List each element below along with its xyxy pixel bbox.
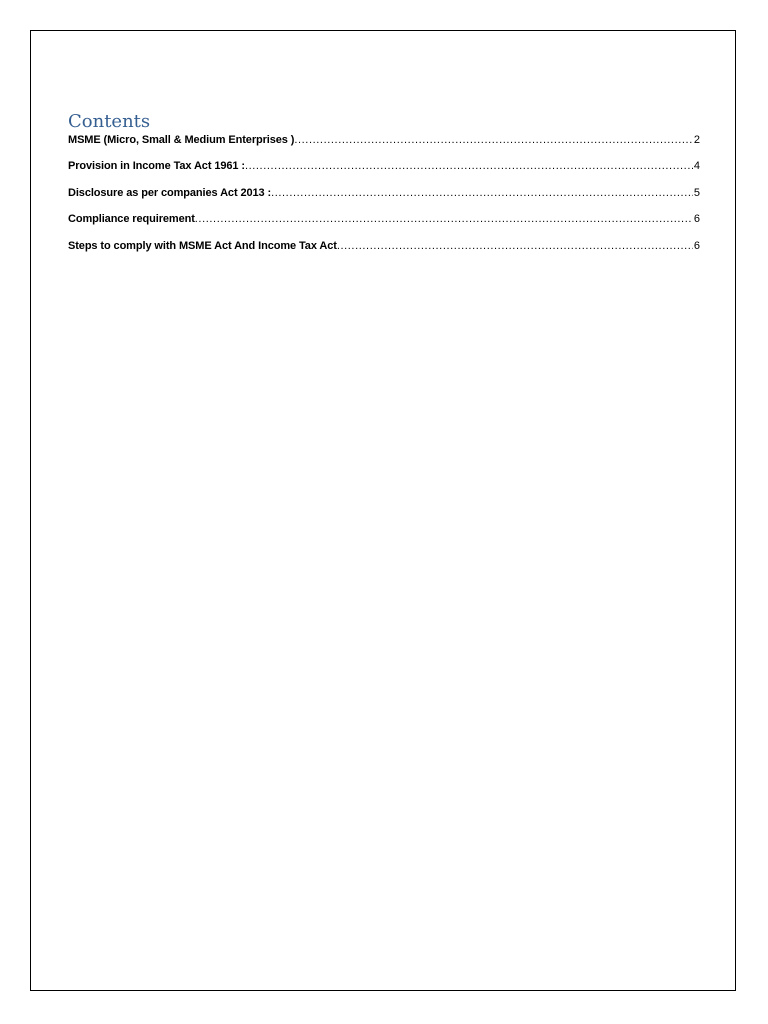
toc-entry-msme[interactable]: [68, 134, 700, 160]
toc-entry-title: Compliance requirement: [68, 213, 195, 225]
table-of-contents: [68, 111, 700, 266]
toc-entry-page: 4: [693, 160, 700, 172]
toc-dot-leader: [294, 134, 693, 146]
toc-dot-leader: [337, 240, 693, 252]
toc-entry-page: 5: [693, 186, 700, 199]
toc-entry-companies-act-disclosure[interactable]: [68, 187, 700, 214]
toc-dot-leader: [245, 160, 693, 172]
toc-entry-income-tax-provision[interactable]: [68, 160, 700, 187]
toc-entry-compliance-steps[interactable]: [68, 240, 700, 267]
document-page: [30, 30, 736, 991]
toc-entry-page: 2: [693, 134, 700, 146]
toc-dot-leader: [271, 187, 693, 199]
toc-entry-title: Provision in Income Tax Act 1961 :: [68, 160, 245, 172]
toc-entry-compliance-requirement[interactable]: [68, 213, 700, 240]
toc-entry-title: Disclosure as per companies Act 2013 :: [68, 186, 272, 199]
toc-dot-leader: [195, 213, 693, 225]
toc-heading: Contents: [68, 111, 151, 132]
toc-entry-title: Steps to comply with MSME Act And Income Tax Act: [68, 239, 337, 252]
toc-entry-title: MSME (Micro, Small & Medium Enterprises ): [68, 134, 295, 146]
toc-list: [68, 134, 700, 266]
toc-entry-page: 6: [693, 239, 700, 252]
toc-entry-page: 6: [693, 213, 700, 225]
